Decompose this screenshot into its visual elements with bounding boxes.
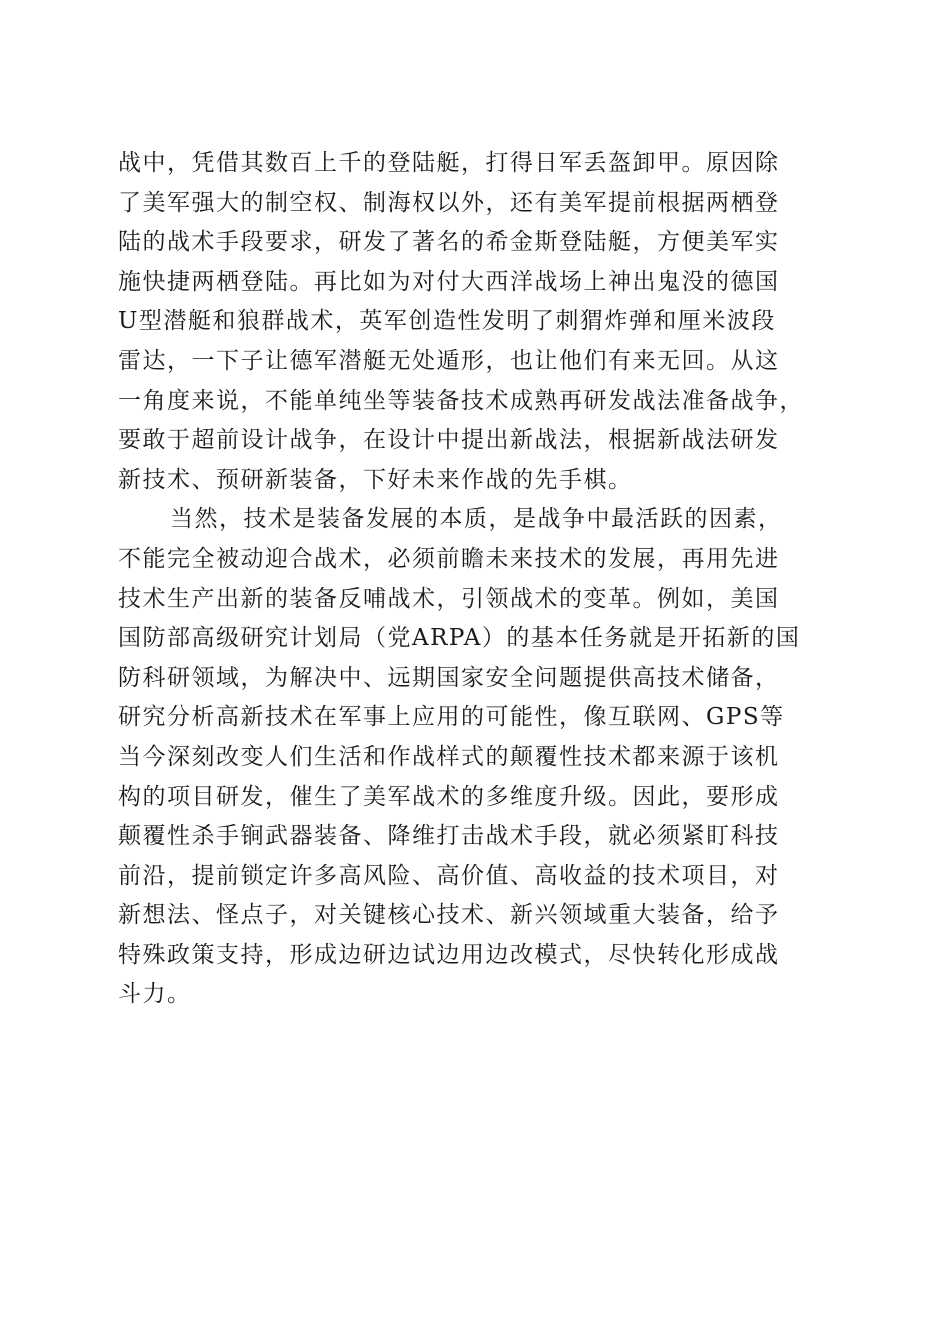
- text-line: 防科研领域，为解决中、远期国家安全问题提供高技术储备，: [118, 664, 780, 691]
- body-text: [118, 144, 838, 1015]
- text-line: 特殊政策支持，形成边研边试边用边改模式，尽快转化形成战: [118, 941, 780, 968]
- text-line: 当今深刻改变人们生活和作战样式的颠覆性技术都来源于该机: [118, 743, 780, 770]
- text-line: 研究分析高新技术在军事上应用的可能性，像互联网、GPS等: [118, 704, 785, 731]
- text-line: 陆的战术手段要求，研发了著名的希金斯登陆艇，方便美军实: [118, 229, 780, 256]
- text-line: 施快捷两栖登陆。再比如为对付大西洋战场上神出鬼没的德国: [118, 268, 780, 295]
- text-line: 斗力。: [118, 981, 192, 1008]
- text-line: 技术生产出新的装备反哺战术，引领战术的变革。例如，美国: [118, 585, 780, 612]
- text-line: 了美军强大的制空权、制海权以外，还有美军提前根据两栖登: [118, 189, 780, 216]
- text-line: 当然，技术是装备发展的本质，是战争中最活跃的因素，: [170, 506, 783, 533]
- text-line: 新技术、预研新装备，下好未来作战的先手棋。: [118, 466, 633, 493]
- text-line: 国防部高级研究计划局（党ARPA）的基本任务就是开拓新的国: [118, 625, 801, 652]
- paragraph-2: [118, 500, 838, 1015]
- text-line: 战中，凭借其数百上千的登陆艇，打得日军丢盔卸甲。原因除: [118, 150, 780, 176]
- text-line: 雷达，一下子让德军潜艇无处遁形，也让他们有来无回。从这: [118, 347, 780, 374]
- text-line: U型潜艇和狼群战术，英军创造性发明了刺猬炸弹和厘米波段: [118, 308, 776, 335]
- text-line: 不能完全被动迎合战术，必须前瞻未来技术的发展，再用先进: [118, 545, 780, 572]
- text-line: 构的项目研发，催生了美军战术的多维度升级。因此，要形成: [118, 783, 780, 810]
- text-line: 新想法、怪点子，对关键核心技术、新兴领域重大装备，给予: [118, 902, 780, 929]
- text-line: 前沿，提前锁定许多高风险、高价值、高收益的技术项目，对: [118, 862, 780, 889]
- paragraph-1: [118, 144, 838, 500]
- text-line: 颠覆性杀手锏武器装备、降维打击战术手段，就必须紧盯科技: [118, 823, 780, 850]
- text-line: 要敢于超前设计战争，在设计中提出新战法，根据新战法研发: [118, 427, 780, 454]
- text-line: 一角度来说，不能单纯坐等装备技术成熟再研发战法准备战争，: [118, 387, 804, 414]
